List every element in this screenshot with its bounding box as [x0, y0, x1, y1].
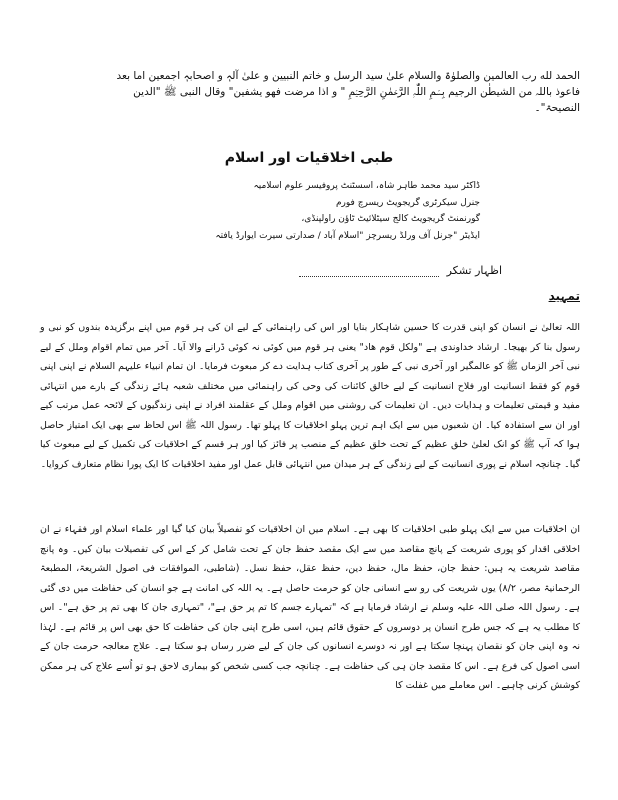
- author-name: ڈاکٹر سید محمد طاہر شاہ، اسسٹنٹ پروفیسر علوم اسلامیہ: [253, 181, 480, 191]
- acknowledgement-label: اظہار تشکر: [446, 264, 502, 277]
- opening-line-3: النصیحۃ"۔: [534, 102, 580, 114]
- acknowledgement-line: [40, 264, 502, 277]
- acknowledgement-dotted-line: [299, 266, 439, 277]
- intro-heading: تمہید: [548, 289, 580, 303]
- article-title: طبی اخلاقیات اور اسلام: [224, 150, 394, 166]
- author-block: [190, 178, 480, 244]
- author-affiliation-1: جنرل سیکرٹری گریجویٹ ریسرچ فورم: [335, 197, 480, 208]
- opening-line-1: الحمد لله رب العالمین والصلوٰۃ والسلام علیٰ سید الرسل و خاتم النبیین و علیٰ آلہٖ و اصحابہٖ اجمعین اما بعد: [116, 70, 580, 82]
- medical-ethics-paragraph: ان اخلاقیات میں سے ایک پہلو طبی اخلاقیات کا بھی ہے۔ اسلام میں ان اخلاقیات کو تفصیلاً بیان کیا گیا اور علماء اسلام اور فقہاء نے ان اخلاقی اقدار کو پوری شریعت کے پانچ مقاصد میں سے ایک مقصد حفظ جان کے تحت شامل کر کے اس کی تفصیلات بیان کیں۔ وہ پانچ مقاصد شریعت یہ ہیں: حفظ جان، حفظ مال، حفظ دین، حفظ عقل، حفظ نسل۔ (شاطبی، الموافقات فی اصول الشریعۃ، المطبعۃ الرحمانیۃ مصر، ۸/۲) یوں شریعت کی رو سے انسانی جان کو حرمت حاصل ہے۔ یہ اللہ کی امانت ہے جو انسان کی حفاظت میں دی گئی ہے۔ رسول اللہ صلی اللہ علیہ وسلم نے ارشاد فرمایا ہے کہ "تمہارے جسم کا تم پر حق ہے"، "تمہاری جان کا بھی تم پر حق ہے"۔ اس کا مطلب یہ ہے کہ جس طرح انسان پر دوسروں کے حقوق قائم ہیں، اسی طرح اپنی جان کی حفاظت کا حق بھی اس پر قائم ہے۔ لہٰذا نہ وہ اپنی جان کو نقصان پہنچا سکتا ہے اور نہ دوسرے انسانوں کی جان کے لیے ضرر رساں ہو سکتا ہے۔ علاج معالجہ حرمت جان کے اسی اصول کی فرع ہے۔ اس کا مقصد جان ہی کی حفاظت ہے۔ چنانچہ جب کسی شخص کو بیماری لاحق ہو تو اُسے علاج کی ہر ممکن کوشش کرنی چاہیے۔ اس معاملے میں غفلت کا: [40, 524, 580, 691]
- opening-invocation: [40, 68, 580, 116]
- opening-line-2: فاعوذ باللہ من الشیطٰن الرجیم بِسۡمِ اللّٰہِ الرَّحۡمٰنِ الرَّحِیۡمِ " و اذا مرضت فھو یشفین" وقال النبی ﷺ "الدین: [133, 86, 580, 98]
- author-affiliation-2: گورنمنٹ گریجویٹ کالج سیٹلائیٹ ٹاؤن راولپنڈی،: [301, 214, 480, 224]
- intro-paragraph: اللہ تعالیٰ نے انسان کو اپنی قدرت کا حسین شاہکار بنایا اور اس کی راہنمائی کے لیے ان کی ہر قوم میں اپنے برگزیدہ بندوں کو نبی و رسول بنا کر بھیجا۔ ارشاد خداوندی ہے "ولکل قوم ھاد" یعنی ہر قوم میں کوئی نہ کوئی ڈرانے والا آیا۔ آخر میں تمام اقوام وملل کے لیے نبی آخر الزماں ﷺ کو عالمگیر اور آخری نبی کے طور پر آخری کتاب ہدایت دے کر مبعوث فرمایا۔ ان تمام انبیاء علیہم السلام نے اپنی اپنی قوم کو فقط انسانیت اور فلاح انسانیت کے لیے خالق کائنات کی وحی کی راہنمائی میں مختلف شعبہ ہائے زندگی کے بارے میں انتہائی مفید و قیمتی تعلیمات و ہدایات دیں۔ ان تعلیمات کی روشنی میں اقوام وملل کے عقلمند افراد نے اپنی زندگیوں کے لائحہ عمل مرتب کیے اور ان سے استفادہ کیا۔ ان شعبوں میں سے ایک اہم ترین پہلو اخلاقیات کا پہلو تھا۔ رسول اللہ ﷺ اس لحاظ سے بھی ایک امتیاز حاصل ہوا کہ آپ ﷺ کو انک لعلیٰ خلق عظیم کے تحت خلق عظیم کے منصب پر فائز کیا اور ہر قسم کے اخلاقیات کی تکمیل کے لیے مبعوث کیا گیا۔ چنانچہ اسلام نے پوری انسانیت کے لیے زندگی کے ہر میدان میں انتہائی قابل عمل اور مفید اخلاقیات کا ایک پورا نظام متعارف کروایا۔: [40, 322, 580, 470]
- author-affiliation-3: ایڈیٹر "جرنل آف ورلڈ ریسرچز "اسلام آباد / صدارتی سیرت ایوارڈ یافتہ: [215, 230, 480, 241]
